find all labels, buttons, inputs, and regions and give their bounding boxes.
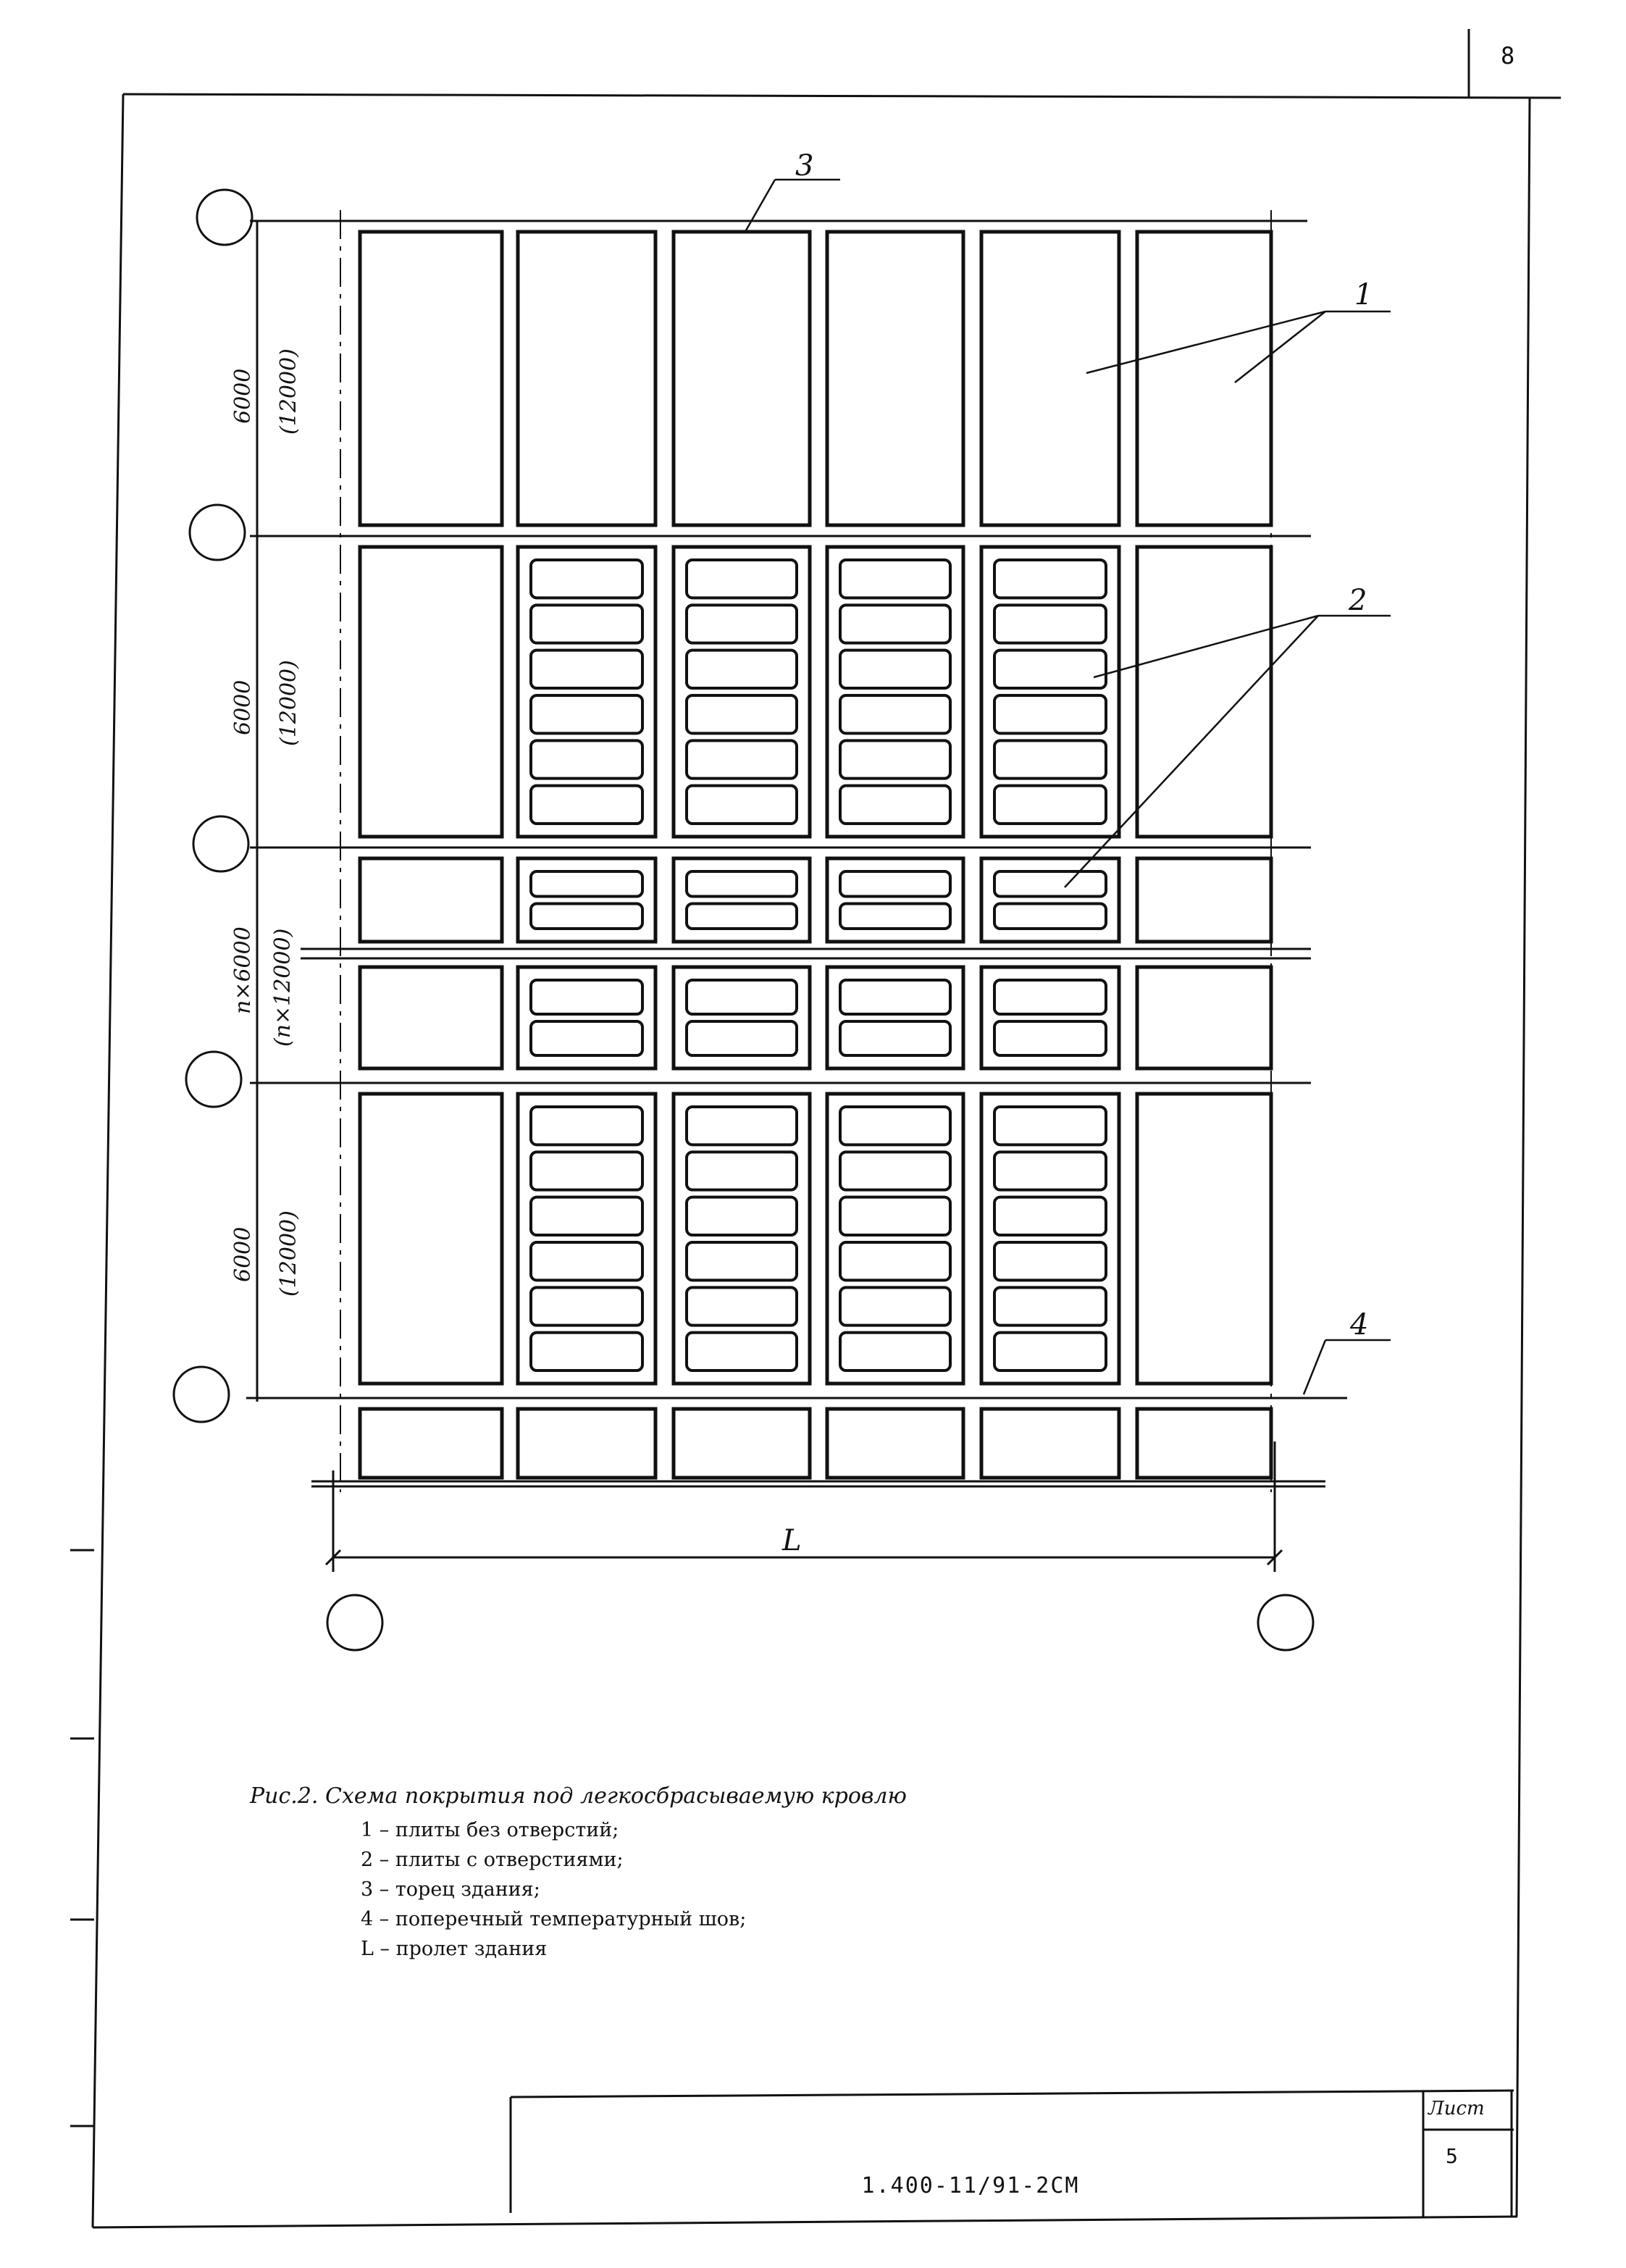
panel-opening [531,871,642,897]
panel-opening [840,560,950,598]
legend-item: 2 – плиты с отверстиями; [361,1849,624,1871]
callout-labels [795,149,1373,1342]
panel-plain [827,1409,963,1478]
callout-4: 4 [1350,1308,1369,1342]
panel-opening [531,605,642,643]
panel-opening [687,871,797,897]
legend-item: 1 – плиты без отверстий; [361,1819,619,1841]
panel-opening [687,560,797,598]
panel-plain [674,232,810,525]
panel-perforated [981,1094,1119,1384]
panel-opening [687,1107,797,1145]
panel-opening [840,786,950,824]
panel-opening [531,1242,642,1280]
panel-opening [840,1021,950,1055]
sheet-number: 5 [1446,2144,1458,2168]
legend-item: 4 – поперечный температурный шов; [361,1908,747,1930]
panel-plain [1137,1094,1271,1384]
panel-opening [840,650,950,688]
panel-opening [687,740,797,778]
callout-1: 1 [1354,278,1373,311]
panel-opening [840,980,950,1014]
panel-plain [360,232,502,525]
panel-perforated [827,967,963,1068]
dim-bay-2-alt: (12000) [276,660,301,746]
panel-opening [994,786,1106,824]
panel-opening [531,904,642,929]
panel-plain [1137,232,1271,525]
panel-opening [687,605,797,643]
panel-opening [687,695,797,733]
dim-bay-4-alt: (12000) [276,1210,301,1297]
panel-opening [531,650,642,688]
panel-opening [994,650,1106,688]
panel-opening [531,1287,642,1325]
panel-perforated [518,547,655,837]
panel-opening [531,1021,642,1055]
panel-opening [840,1197,950,1235]
panel-plain [1137,1409,1271,1478]
panel-perforated [674,1094,810,1384]
panel-plain [1137,547,1271,837]
panel-opening [531,740,642,778]
panel-plain [674,1409,810,1478]
grid-axis-markers [174,190,1313,1650]
panel-opening [994,740,1106,778]
panel-opening [687,1287,797,1325]
panel-plain [360,1094,502,1384]
panel-opening [687,1197,797,1235]
panel-opening [531,980,642,1014]
panel-opening [687,1242,797,1280]
roof-panels [360,232,1271,1478]
panel-opening [994,1287,1106,1325]
panel-opening [994,1107,1106,1145]
dim-bay-4: 6000 [230,1226,256,1282]
panel-opening [531,1197,642,1235]
grid-axis-circle [1258,1595,1313,1650]
panel-opening [994,904,1106,929]
panel-opening [994,1242,1106,1280]
panel-plain [981,1409,1119,1478]
panel-perforated [518,967,655,1068]
panel-opening [687,904,797,929]
panel-opening [994,980,1106,1014]
dim-bay-1-alt: (12000) [276,348,301,435]
panel-opening [994,560,1106,598]
panel-plain [1137,967,1271,1068]
panel-perforated [674,547,810,837]
panel-perforated [674,967,810,1068]
panel-plain [360,858,502,942]
panel-opening [687,786,797,824]
panel-opening [840,1333,950,1371]
panel-plain [827,232,963,525]
panel-perforated [981,547,1119,837]
panel-opening [687,1333,797,1371]
panel-perforated [827,547,963,837]
panel-opening [531,786,642,824]
panel-opening [840,605,950,643]
panel-opening [994,1021,1106,1055]
panel-opening [840,904,950,929]
panel-perforated [518,1094,655,1384]
panel-opening [687,650,797,688]
sheet-label: Лист [1428,2098,1485,2120]
panel-opening [687,1021,797,1055]
panel-plain [981,232,1119,525]
panel-opening [531,1333,642,1371]
panel-plain [1137,858,1271,942]
document-code: 1.400-11/91-2СМ [861,2173,1080,2198]
grid-axis-circle [193,816,248,871]
panel-opening [840,695,950,733]
panel-opening [994,1333,1106,1371]
legend [361,1815,746,1964]
panel-opening [994,1152,1106,1189]
dim-bay-3-alt: (n×12000) [270,928,296,1047]
dim-bay-2: 6000 [230,679,256,735]
callout-3: 3 [795,149,814,183]
figure-caption: Рис.2. Схема покрытия под легкосбрасываемую кровлю [250,1783,907,1809]
panel-opening [531,695,642,733]
panel-opening [531,1152,642,1189]
panel-opening [531,560,642,598]
panel-opening [531,1107,642,1145]
dim-bay-1: 6000 [230,368,256,424]
panel-plain [360,547,502,837]
grid-axis-circle [190,505,245,560]
panel-plain [360,967,502,1068]
panel-opening [840,1287,950,1325]
panel-plain [360,1409,502,1478]
legend-item: 3 – торец здания; [361,1878,540,1901]
panel-opening [994,695,1106,733]
panel-opening [994,605,1106,643]
panel-opening [687,1152,797,1189]
dim-span: L [782,1524,802,1557]
grid-axis-circle [327,1595,382,1650]
legend-item: L – пролет здания [361,1938,548,1960]
panel-opening [840,1242,950,1280]
page-number: 8 [1501,42,1515,70]
panel-opening [840,740,950,778]
panel-opening [994,1197,1106,1235]
dimension-texts [230,348,802,1557]
expansion-joint-lines [301,949,1325,1486]
panel-opening [840,1152,950,1189]
panel-perforated [981,967,1119,1068]
panel-opening [687,980,797,1014]
dim-bay-3: n×6000 [230,926,256,1014]
panel-opening [840,871,950,897]
panel-opening [840,1107,950,1145]
grid-axis-circle [186,1052,241,1107]
grid-axis-circle [197,190,252,245]
panel-plain [518,232,655,525]
panel-plain [518,1409,655,1478]
grid-axis-circle [174,1367,229,1422]
callout-2: 2 [1349,584,1367,617]
panel-perforated [827,1094,963,1384]
panel-opening [994,871,1106,897]
